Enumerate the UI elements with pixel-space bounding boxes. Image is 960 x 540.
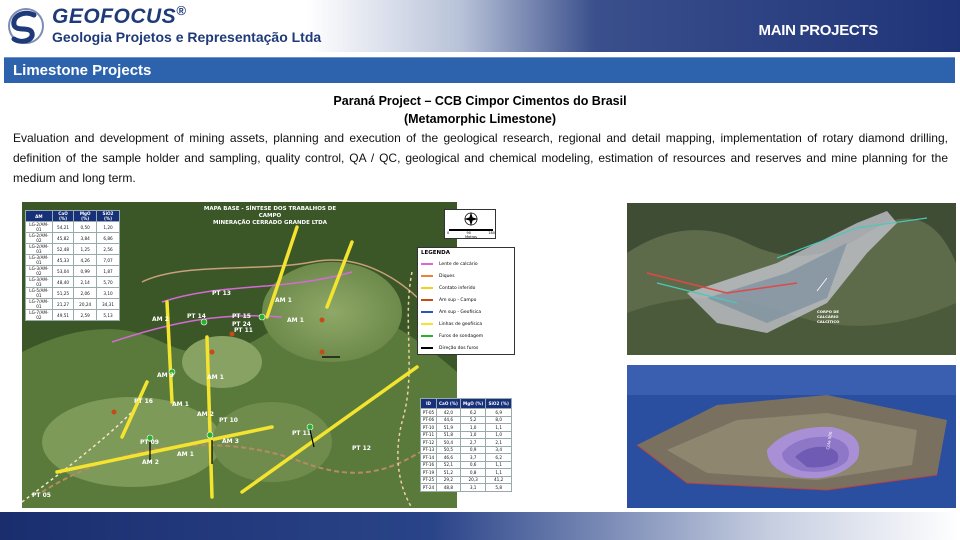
pt-table-cell: 6,9 bbox=[486, 409, 512, 417]
pt-table-header-mgo: MgO (%) bbox=[460, 399, 485, 409]
am-table-cell: 45,82 bbox=[52, 233, 74, 244]
am-table-header-am: AM bbox=[26, 211, 53, 222]
am-table-cell: 3,84 bbox=[74, 233, 97, 244]
pt-table-cell: 51,9 bbox=[436, 424, 460, 432]
pt-table-cell: 20,3 bbox=[460, 476, 485, 484]
pt-table-row bbox=[421, 484, 512, 492]
pt-table-cell: 52,1 bbox=[436, 461, 460, 469]
project-title bbox=[0, 92, 960, 128]
section-bar bbox=[4, 57, 955, 83]
am-table-cell: LG-3/AM-03 bbox=[26, 277, 53, 288]
pt-table-header-cao: CaO (%) bbox=[436, 399, 460, 409]
pt-table-cell: 0,6 bbox=[460, 461, 485, 469]
pt-table-cell: 0,9 bbox=[460, 446, 485, 454]
legend-title: LEGENDA bbox=[421, 250, 450, 256]
am-table-cell: 1,25 bbox=[74, 244, 97, 255]
map-title-line2: MINERAÇÃO CERRADO GRANDE LTDA bbox=[213, 220, 327, 226]
am-table-cell: 2,56 bbox=[97, 244, 120, 255]
am-table-cell: 3,10 bbox=[97, 288, 120, 299]
pt-table-row bbox=[421, 431, 512, 439]
am-table-row bbox=[26, 222, 120, 233]
am-table-row bbox=[26, 310, 120, 321]
map-point-label: AM 1 bbox=[275, 297, 292, 304]
pt-table-cell: 5,8 bbox=[486, 484, 512, 492]
pt-table-cell: 1,0 bbox=[460, 424, 485, 432]
pt-table-cell: 50,5 bbox=[436, 446, 460, 454]
legend-item-label: Diques bbox=[439, 273, 455, 279]
map-point-label: PT 12 bbox=[352, 445, 371, 452]
pt-table-cell: PT-11 bbox=[421, 431, 437, 439]
map-point-label: AM 2 bbox=[142, 459, 159, 466]
legend-swatch-icon bbox=[421, 263, 433, 265]
pt-table-cell: 2,1 bbox=[486, 439, 512, 447]
legend-swatch-icon bbox=[421, 335, 433, 337]
project-title-line2: (Metamorphic Limestone) bbox=[403, 112, 557, 126]
am-table-cell: LG-7/AM-02 bbox=[26, 310, 53, 321]
north-arrow-icon bbox=[445, 210, 497, 228]
pt-table-row bbox=[421, 469, 512, 477]
pt-table-row bbox=[421, 439, 512, 447]
legend-item bbox=[421, 318, 511, 330]
header-banner bbox=[0, 0, 960, 52]
pt-table-row bbox=[421, 446, 512, 454]
pt-table-cell: 1,1 bbox=[486, 461, 512, 469]
pt-table-cell: 6,2 bbox=[460, 409, 485, 417]
limestone-3d-model-image bbox=[627, 203, 956, 355]
legend-item bbox=[421, 270, 511, 282]
map-point-label: PT 09 bbox=[140, 439, 159, 446]
quarry-3d-model-image bbox=[627, 365, 956, 508]
pt-table-cell: PT-05 bbox=[421, 409, 437, 417]
geofocus-logo-icon bbox=[6, 6, 46, 46]
am-table-cell: 0,50 bbox=[74, 222, 97, 233]
pt-table-cell: 3,7 bbox=[460, 454, 485, 462]
scale-label-2: 180 bbox=[488, 231, 495, 235]
am-table-cell: 5,13 bbox=[97, 310, 120, 321]
company-name: GEOFOCUS® bbox=[52, 3, 187, 28]
pt-table-cell: 41,2 bbox=[486, 476, 512, 484]
am-table-cell: 45,33 bbox=[52, 255, 74, 266]
pt-table-cell: PT-19 bbox=[421, 469, 437, 477]
pt-table-row bbox=[421, 476, 512, 484]
scale-label-0: 0 bbox=[447, 231, 450, 235]
legend-item bbox=[421, 306, 511, 318]
pt-table-header-id: ID bbox=[421, 399, 437, 409]
map-point-label: AM 1 bbox=[172, 401, 189, 408]
map-point-label: PT 14 bbox=[187, 313, 206, 320]
pt-table-cell: 2,7 bbox=[460, 439, 485, 447]
pt-table-cell: 3,4 bbox=[486, 446, 512, 454]
legend-item-label: Am sup - Geofísica bbox=[439, 309, 482, 315]
footer-bar bbox=[0, 512, 960, 540]
legend-swatch-icon bbox=[421, 287, 433, 289]
am-table-cell: 2,59 bbox=[74, 310, 97, 321]
am-table-cell: 20,24 bbox=[74, 299, 97, 310]
am-table-row bbox=[26, 255, 120, 266]
legend-swatch-icon bbox=[421, 347, 433, 349]
limestone-body-label: CORPO DE CALCÁRIO CALCÍTICO bbox=[817, 309, 840, 324]
pt-table-row bbox=[421, 409, 512, 417]
map-point-label: AM 1 bbox=[287, 317, 304, 324]
am-table-cell: LG-5/AM-01 bbox=[26, 288, 53, 299]
am-table-row bbox=[26, 244, 120, 255]
pt-table-cell: 1,0 bbox=[460, 431, 485, 439]
legend-item-label: Linhas de geofísica bbox=[439, 321, 483, 327]
am-table-cell: 34,31 bbox=[97, 299, 120, 310]
map-point-label: AM 1 bbox=[207, 374, 224, 381]
legend-swatch-icon bbox=[421, 323, 433, 325]
map-scale-box bbox=[444, 209, 496, 239]
pt-table-cell: PT-24 bbox=[421, 484, 437, 492]
legend-swatch-icon bbox=[421, 275, 433, 277]
pt-table-cell: 29,2 bbox=[436, 476, 460, 484]
legend-item bbox=[421, 342, 511, 354]
am-table-cell: 51,25 bbox=[52, 288, 74, 299]
map-point-label: AM 2 bbox=[197, 411, 214, 418]
project-description: Evaluation and development of mining assets, planning and execution of the geological research, regional and detail mapping, implementation of rotary diamond drilling, definition of the sample holder and sampling, quality control, QA / QC, geological and chemical modeling, estimation of resources and reserves and mine planning for the medium and long term. bbox=[13, 131, 948, 185]
quarry-model-render bbox=[627, 365, 956, 508]
scale-label-1: 90 bbox=[466, 231, 471, 235]
am-table-cell: 2,14 bbox=[74, 277, 97, 288]
am-table-row bbox=[26, 288, 120, 299]
map-point-label: PT 11 bbox=[292, 430, 311, 437]
pt-table-cell: PT-13 bbox=[421, 446, 437, 454]
am-table-row bbox=[26, 277, 120, 288]
terrain-model-render bbox=[627, 203, 956, 355]
pt-table-cell: 3,1 bbox=[460, 484, 485, 492]
am-table-header-cao: CaO (%) bbox=[52, 211, 74, 222]
pt-table-cell: 46,6 bbox=[436, 454, 460, 462]
am-table-header-mgo: MgO (%) bbox=[74, 211, 97, 222]
pt-table-cell: PT-14 bbox=[421, 454, 437, 462]
am-table-cell: 48,40 bbox=[52, 277, 74, 288]
am-table-row bbox=[26, 233, 120, 244]
am-table-cell: 4,26 bbox=[74, 255, 97, 266]
am-table-cell: LG-3/AM-02 bbox=[26, 266, 53, 277]
legend-swatch-icon bbox=[421, 299, 433, 301]
am-table-row bbox=[26, 266, 120, 277]
legend-item bbox=[421, 294, 511, 306]
pt-table-cell: 1,0 bbox=[486, 431, 512, 439]
am-table-cell: LG-2/AM-02 bbox=[26, 233, 53, 244]
am-table-cell: 2,06 bbox=[74, 288, 97, 299]
map-point-label: PT 15 bbox=[232, 313, 251, 320]
am-table-header-sio2: SiO2 (%) bbox=[97, 211, 120, 222]
am-table-cell: 5,70 bbox=[97, 277, 120, 288]
map-point-label: AM 2 bbox=[152, 316, 169, 323]
map-point-label: PT 05 bbox=[32, 492, 51, 499]
legend-item-label: Am sup - Campo bbox=[439, 297, 477, 303]
legend-item-label: Lente de calcário bbox=[439, 261, 478, 267]
page-title: MAIN PROJECTS bbox=[758, 22, 878, 39]
map-point-label: PT 24 bbox=[232, 321, 251, 328]
legend-item bbox=[421, 282, 511, 294]
am-table-cell: 53,04 bbox=[52, 266, 74, 277]
section-title: Limestone Projects bbox=[13, 62, 152, 79]
elevation-label: Cota 500 bbox=[825, 431, 834, 450]
pt-table-cell: 6,2 bbox=[486, 454, 512, 462]
project-title-line1: Paraná Project – CCB Cimpor Cimentos do Brasil bbox=[333, 94, 627, 108]
pt-table-row bbox=[421, 461, 512, 469]
map-point-label: AM 3 bbox=[222, 438, 239, 445]
pt-table-cell: 51,2 bbox=[436, 469, 460, 477]
base-map-image bbox=[22, 202, 509, 508]
pt-table-cell: 0,8 bbox=[460, 469, 485, 477]
legend-swatch-icon bbox=[421, 311, 433, 313]
map-point-label: PT 16 bbox=[134, 398, 153, 405]
am-table-cell: 54,21 bbox=[52, 222, 74, 233]
map-point-label: PT 10 bbox=[219, 417, 238, 424]
company-tagline: Geologia Projetos e Representação Ltda bbox=[52, 29, 322, 45]
pt-table-cell: PT-25 bbox=[421, 476, 437, 484]
am-table-cell: 49,51 bbox=[52, 310, 74, 321]
pt-table-cell: 42,0 bbox=[436, 409, 460, 417]
am-table-cell: 1,87 bbox=[97, 266, 120, 277]
am-table-cell: LG-2/AM-01 bbox=[26, 222, 53, 233]
pt-table-header-sio2: SiO2 (%) bbox=[486, 399, 512, 409]
pt-table-row bbox=[421, 416, 512, 424]
map-point-label: AM 1 bbox=[177, 451, 194, 458]
am-table-row bbox=[26, 299, 120, 310]
pt-table-cell: PT-16 bbox=[421, 461, 437, 469]
map-point-label: AM 3 bbox=[157, 372, 174, 379]
pt-table-cell: 44,6 bbox=[436, 416, 460, 424]
am-table-cell: 0,99 bbox=[74, 266, 97, 277]
legend-item bbox=[421, 330, 511, 342]
legend-item-label: Furos de sondagem bbox=[439, 333, 484, 339]
am-table-cell: 21,27 bbox=[52, 299, 74, 310]
map-point-label: PT 13 bbox=[212, 290, 231, 297]
legend-item-label: Contato inferido bbox=[439, 285, 476, 291]
am-table-cell: 7,07 bbox=[97, 255, 120, 266]
pt-table-cell: 51,8 bbox=[436, 431, 460, 439]
pt-table-row bbox=[421, 454, 512, 462]
map-title bbox=[200, 206, 340, 227]
map-legend bbox=[417, 247, 515, 355]
pt-table-cell: 8,0 bbox=[486, 416, 512, 424]
map-title-line1: MAPA BASE - SÍNTESE DOS TRABALHOS DE CAMPO bbox=[203, 206, 337, 219]
map-point-label: PT 11 bbox=[234, 327, 253, 334]
am-table-cell: LG-2/AM-03 bbox=[26, 244, 53, 255]
scale-unit: Metros bbox=[465, 235, 477, 239]
am-table-cell: LG-3/AM-01 bbox=[26, 255, 53, 266]
am-table-cell: 1,20 bbox=[97, 222, 120, 233]
pt-table-row bbox=[421, 424, 512, 432]
legend-item bbox=[421, 258, 511, 270]
pt-chemistry-table bbox=[420, 398, 512, 492]
pt-table-cell: 1,1 bbox=[486, 424, 512, 432]
am-table-cell: 52,48 bbox=[52, 244, 74, 255]
pt-table-cell: PT-12 bbox=[421, 439, 437, 447]
pt-table-cell: PT-06 bbox=[421, 416, 437, 424]
pt-table-cell: 1,1 bbox=[486, 469, 512, 477]
am-table-cell: LG-7/AM-01 bbox=[26, 299, 53, 310]
legend-item-label: Direção dos furos bbox=[439, 345, 479, 351]
pt-table-cell: 5,2 bbox=[460, 416, 485, 424]
pt-table-cell: 48,8 bbox=[436, 484, 460, 492]
am-table-cell: 6,86 bbox=[97, 233, 120, 244]
pt-table-cell: PT-10 bbox=[421, 424, 437, 432]
pt-table-cell: 50,4 bbox=[436, 439, 460, 447]
am-chemistry-table bbox=[25, 210, 120, 321]
